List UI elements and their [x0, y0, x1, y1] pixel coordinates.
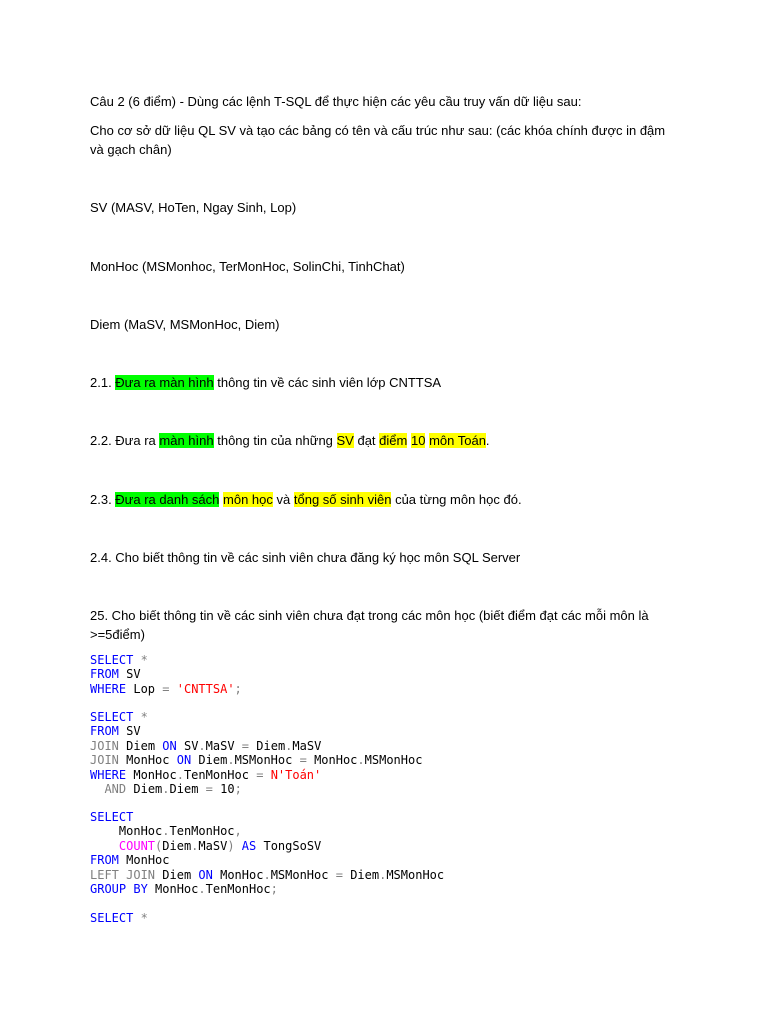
dot: .: [198, 882, 206, 897]
q3-text-1: và: [272, 492, 294, 507]
identifier: Diem: [169, 782, 199, 797]
q2-text-2: đạt: [353, 433, 380, 448]
operator-equals: =: [205, 782, 213, 797]
question-2-4: 2.4. Cho biết thông tin về các sinh viên chưa đăng ký học môn SQL Server: [90, 550, 521, 565]
table-name: Diem: [126, 738, 156, 753]
dot: .: [176, 767, 184, 782]
comma: ,: [234, 824, 242, 839]
dot: .: [198, 738, 206, 753]
identifier: TenMonHoc: [169, 824, 235, 839]
q3-number: 2.3.: [90, 492, 116, 507]
keyword-select: SELECT: [90, 653, 134, 667]
operator-star: *: [140, 653, 148, 667]
dot: .: [162, 782, 170, 797]
table-diem: Diem (MaSV, MSMonHoc, Diem): [90, 317, 280, 332]
column-name: Lop: [133, 681, 156, 696]
keyword-left-join: LEFT JOIN: [90, 867, 156, 882]
dot: .: [357, 753, 365, 768]
operator-star: *: [140, 710, 148, 724]
operator-equals: =: [162, 681, 170, 696]
keyword-on: ON: [162, 738, 177, 753]
table-monhoc: MonHoc (MSMonhoc, TerMonHoc, SolinChi, TinhChat): [90, 259, 405, 274]
q2-highlight-1: màn hình: [159, 433, 214, 448]
keyword-select: SELECT: [90, 911, 134, 925]
identifier: MSMonHoc: [364, 753, 423, 768]
operator-star: *: [140, 911, 148, 925]
table-name: SV: [126, 724, 141, 739]
string-literal: N'Toán': [270, 767, 322, 782]
keyword-select: SELECT: [90, 810, 134, 824]
sql-query-4: [90, 911, 148, 925]
operator-equals: =: [241, 738, 250, 753]
operator-equals: =: [335, 867, 343, 882]
q2-highlight-5: môn Toán: [429, 433, 486, 448]
dot: .: [263, 867, 271, 882]
q2-highlight-2: SV: [336, 433, 354, 448]
identifier: Diem: [256, 738, 286, 753]
semicolon: ;: [270, 882, 278, 897]
question-2-2: [90, 431, 680, 450]
identifier: MaSV: [198, 838, 228, 853]
semicolon: ;: [234, 782, 242, 797]
paren-open: (: [155, 838, 163, 853]
keyword-from: FROM: [90, 853, 119, 868]
identifier: Diem: [350, 867, 380, 882]
table-name: SV: [126, 667, 141, 682]
keyword-and: AND: [104, 782, 127, 797]
dot: .: [191, 838, 199, 853]
identifier: Diem: [133, 782, 163, 797]
operator-equals: =: [299, 753, 307, 768]
keyword-from: FROM: [90, 667, 119, 682]
identifier: MonHoc: [220, 867, 264, 882]
keyword-join: JOIN: [90, 753, 119, 768]
function-count: COUNT: [118, 838, 156, 853]
number-literal: 10: [220, 782, 235, 797]
keyword-join: JOIN: [90, 738, 119, 753]
table-name: MonHoc: [126, 753, 170, 768]
q2-number: 2.2. Đưa ra: [90, 433, 160, 448]
dot: .: [227, 753, 235, 768]
identifier: MaSV: [292, 738, 322, 753]
sql-query-2: [90, 710, 422, 796]
identifier: MonHoc: [314, 753, 358, 768]
identifier: MonHoc: [133, 767, 177, 782]
identifier: TenMonHoc: [205, 882, 271, 897]
identifier: Diem: [198, 753, 228, 768]
q1-text: thông tin về các sinh viên lớp CNTTSA: [213, 375, 442, 390]
identifier: MSMonHoc: [270, 867, 329, 882]
sql-query-3: [90, 810, 444, 896]
keyword-group-by: GROUP BY: [90, 882, 148, 897]
identifier: MaSV: [205, 738, 235, 753]
dot: .: [379, 867, 387, 882]
alias: TongSoSV: [263, 838, 322, 853]
table-name: MonHoc: [126, 853, 170, 868]
q3-highlight-3: tổng số sinh viên: [293, 492, 392, 507]
dot: .: [285, 738, 293, 753]
q2-highlight-3: điểm: [379, 433, 408, 448]
q1-highlight: Đưa ra màn hình: [115, 375, 214, 390]
q2-end: .: [485, 433, 490, 448]
identifier: SV: [183, 738, 199, 753]
question-heading: Câu 2 (6 điểm) - Dùng các lệnh T-SQL để thực hiện các yêu cầu truy vấn dữ liệu sau:: [90, 94, 582, 109]
database-intro: Cho cơ sở dữ liệu QL SV và tạo các bảng có tên và cấu trúc như sau: (các khóa chính được in đậm và gạch chân): [90, 123, 666, 157]
keyword-as: AS: [241, 838, 257, 853]
q1-number: 2.1.: [90, 375, 116, 390]
dot: .: [162, 824, 170, 839]
keyword-from: FROM: [90, 724, 119, 739]
identifier: MSMonHoc: [386, 867, 445, 882]
semicolon: ;: [234, 681, 242, 696]
operator-equals: =: [256, 767, 264, 782]
sql-query-1: [90, 653, 242, 696]
q2-highlight-4: 10: [410, 433, 426, 448]
identifier: Diem: [162, 838, 192, 853]
string-literal: 'CNTTSA': [176, 681, 235, 696]
table-sv: SV (MASV, HoTen, Ngay Sinh, Lop): [90, 200, 297, 215]
identifier: MonHoc: [118, 824, 163, 839]
identifier: TenMonHoc: [183, 767, 249, 782]
keyword-where: WHERE: [90, 767, 127, 782]
keyword-on: ON: [198, 867, 213, 882]
keyword-on: ON: [176, 753, 192, 768]
question-2-5: 25. Cho biết thông tin về các sinh viên chưa đạt trong các môn học (biết điểm đạt các mỗi môn là >=5điểm): [90, 608, 649, 642]
keyword-where: WHERE: [90, 681, 127, 696]
question-2-1: [90, 373, 680, 392]
q3-text-2: của từng môn học đó.: [391, 492, 522, 507]
q3-highlight-2: môn học: [223, 492, 273, 507]
keyword-select: SELECT: [90, 710, 134, 724]
paren-close: ): [227, 838, 235, 853]
identifier: MSMonHoc: [234, 753, 293, 768]
q3-highlight-1: Đưa ra danh sách: [115, 492, 220, 507]
q2-text-1: thông tin của những: [213, 433, 337, 448]
question-2-3: [90, 490, 680, 509]
identifier: MonHoc: [155, 882, 199, 897]
table-name: Diem: [162, 867, 192, 882]
